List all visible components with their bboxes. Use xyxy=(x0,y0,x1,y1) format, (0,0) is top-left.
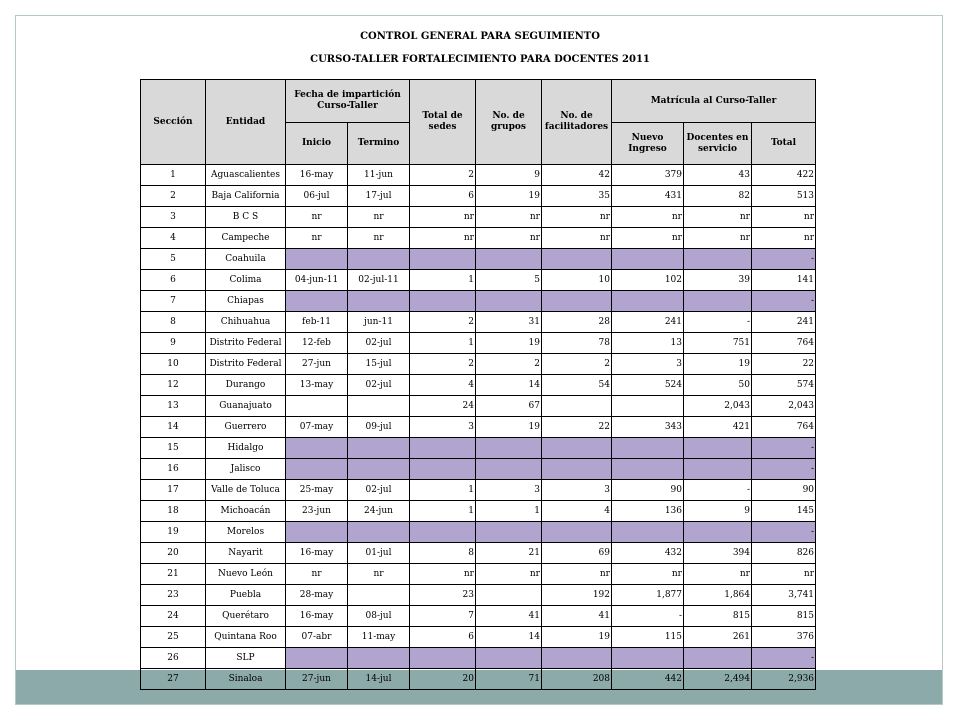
cell-entidad: Guanajuato xyxy=(206,396,286,417)
table-row xyxy=(141,249,816,270)
cell-seccion: 14 xyxy=(141,417,206,438)
cell-entidad: Michoacán xyxy=(206,501,286,522)
cell-facilitadores: nr xyxy=(542,207,612,228)
cell-grupos: 9 xyxy=(476,165,542,186)
cell-sedes: 2 xyxy=(410,165,476,186)
cell-sedes: 24 xyxy=(410,396,476,417)
cell-entidad: Valle de Toluca xyxy=(206,480,286,501)
cell-termino xyxy=(348,291,410,312)
cell-facilitadores: 69 xyxy=(542,543,612,564)
cell-sedes: 1 xyxy=(410,270,476,291)
cell-docentes: 751 xyxy=(684,333,752,354)
cell-docentes: nr xyxy=(684,207,752,228)
cell-facilitadores: 42 xyxy=(542,165,612,186)
header-nuevo: Nuevo Ingreso xyxy=(612,123,684,165)
cell-grupos: 71 xyxy=(476,669,542,690)
cell-termino xyxy=(348,585,410,606)
cell-entidad: Nuevo León xyxy=(206,564,286,585)
table-body xyxy=(141,165,816,690)
cell-termino: nr xyxy=(348,228,410,249)
cell-grupos xyxy=(476,249,542,270)
cell-seccion: 10 xyxy=(141,354,206,375)
cell-docentes: 9 xyxy=(684,501,752,522)
cell-seccion: 26 xyxy=(141,648,206,669)
cell-seccion: 9 xyxy=(141,333,206,354)
cell-inicio: 25-may xyxy=(286,480,348,501)
cell-seccion: 4 xyxy=(141,228,206,249)
cell-inicio: nr xyxy=(286,564,348,585)
cell-entidad: Querétaro xyxy=(206,606,286,627)
table-row xyxy=(141,396,816,417)
cell-sedes: nr xyxy=(410,228,476,249)
cell-nuevo: nr xyxy=(612,207,684,228)
cell-termino xyxy=(348,459,410,480)
cell-entidad: Jalisco xyxy=(206,459,286,480)
cell-termino xyxy=(348,522,410,543)
cell-termino: 02-jul xyxy=(348,375,410,396)
cell-inicio: 23-jun xyxy=(286,501,348,522)
cell-grupos xyxy=(476,648,542,669)
cell-termino xyxy=(348,249,410,270)
cell-grupos: 1 xyxy=(476,501,542,522)
cell-inicio: 28-may xyxy=(286,585,348,606)
cell-facilitadores: 78 xyxy=(542,333,612,354)
cell-docentes: 82 xyxy=(684,186,752,207)
cell-facilitadores xyxy=(542,249,612,270)
cell-inicio xyxy=(286,396,348,417)
cell-grupos: 31 xyxy=(476,312,542,333)
cell-entidad: Nayarit xyxy=(206,543,286,564)
cell-grupos: 19 xyxy=(476,333,542,354)
cell-seccion: 3 xyxy=(141,207,206,228)
cell-docentes xyxy=(684,249,752,270)
cell-grupos: nr xyxy=(476,564,542,585)
cell-termino xyxy=(348,396,410,417)
table-row xyxy=(141,564,816,585)
table-row xyxy=(141,480,816,501)
cell-seccion: 2 xyxy=(141,186,206,207)
header-entidad: Entidad xyxy=(206,80,286,165)
cell-grupos: 14 xyxy=(476,627,542,648)
cell-sedes: 1 xyxy=(410,333,476,354)
document-title: CONTROL GENERAL PARA SEGUIMIENTO xyxy=(360,31,600,42)
cell-nuevo: 442 xyxy=(612,669,684,690)
cell-inicio: 27-jun xyxy=(286,354,348,375)
cell-sedes xyxy=(410,522,476,543)
cell-seccion: 23 xyxy=(141,585,206,606)
cell-termino: 15-jul xyxy=(348,354,410,375)
cell-facilitadores: 22 xyxy=(542,417,612,438)
cell-entidad: Campeche xyxy=(206,228,286,249)
cell-sedes: 2 xyxy=(410,354,476,375)
cell-total: - xyxy=(752,522,816,543)
table-row xyxy=(141,627,816,648)
table-row xyxy=(141,375,816,396)
cell-total: 764 xyxy=(752,417,816,438)
cell-grupos: 21 xyxy=(476,543,542,564)
cell-nuevo: 102 xyxy=(612,270,684,291)
cell-inicio: nr xyxy=(286,207,348,228)
cell-entidad: Distrito Federal xyxy=(206,333,286,354)
cell-entidad: Chiapas xyxy=(206,291,286,312)
control-table xyxy=(140,79,816,690)
cell-nuevo: 90 xyxy=(612,480,684,501)
cell-nuevo: 115 xyxy=(612,627,684,648)
cell-seccion: 8 xyxy=(141,312,206,333)
cell-seccion: 7 xyxy=(141,291,206,312)
cell-entidad: Guerrero xyxy=(206,417,286,438)
cell-entidad: Puebla xyxy=(206,585,286,606)
cell-termino: 11-jun xyxy=(348,165,410,186)
cell-total: 3,741 xyxy=(752,585,816,606)
cell-grupos: 41 xyxy=(476,606,542,627)
cell-facilitadores: 208 xyxy=(542,669,612,690)
cell-nuevo xyxy=(612,291,684,312)
cell-entidad: Morelos xyxy=(206,522,286,543)
cell-sedes: 20 xyxy=(410,669,476,690)
cell-seccion: 13 xyxy=(141,396,206,417)
cell-inicio: 07-may xyxy=(286,417,348,438)
cell-termino: 24-jun xyxy=(348,501,410,522)
cell-docentes: nr xyxy=(684,228,752,249)
cell-grupos xyxy=(476,585,542,606)
cell-seccion: 5 xyxy=(141,249,206,270)
table-row xyxy=(141,648,816,669)
cell-seccion: 6 xyxy=(141,270,206,291)
table-row xyxy=(141,501,816,522)
cell-seccion: 18 xyxy=(141,501,206,522)
cell-seccion: 24 xyxy=(141,606,206,627)
cell-total: 145 xyxy=(752,501,816,522)
cell-entidad: B C S xyxy=(206,207,286,228)
cell-sedes: 23 xyxy=(410,585,476,606)
cell-inicio: 04-jun-11 xyxy=(286,270,348,291)
cell-facilitadores: nr xyxy=(542,564,612,585)
cell-docentes: - xyxy=(684,480,752,501)
cell-entidad: Colima xyxy=(206,270,286,291)
cell-total: 422 xyxy=(752,165,816,186)
cell-facilitadores xyxy=(542,648,612,669)
cell-grupos xyxy=(476,438,542,459)
cell-nuevo: 379 xyxy=(612,165,684,186)
cell-sedes: nr xyxy=(410,207,476,228)
cell-facilitadores: nr xyxy=(542,228,612,249)
cell-docentes: 1,864 xyxy=(684,585,752,606)
cell-nuevo xyxy=(612,396,684,417)
cell-grupos: 3 xyxy=(476,480,542,501)
header-inicio: Inicio xyxy=(286,123,348,165)
cell-entidad: Distrito Federal xyxy=(206,354,286,375)
cell-nuevo: 343 xyxy=(612,417,684,438)
cell-docentes: 421 xyxy=(684,417,752,438)
cell-grupos: 14 xyxy=(476,375,542,396)
cell-inicio xyxy=(286,249,348,270)
cell-nuevo xyxy=(612,522,684,543)
cell-termino xyxy=(348,648,410,669)
cell-docentes xyxy=(684,522,752,543)
cell-facilitadores: 19 xyxy=(542,627,612,648)
table-row xyxy=(141,585,816,606)
cell-inicio: 06-jul xyxy=(286,186,348,207)
cell-inicio xyxy=(286,648,348,669)
cell-termino: 02-jul-11 xyxy=(348,270,410,291)
table-row xyxy=(141,291,816,312)
cell-inicio: 16-may xyxy=(286,165,348,186)
cell-entidad: Durango xyxy=(206,375,286,396)
cell-nuevo xyxy=(612,648,684,669)
cell-sedes xyxy=(410,459,476,480)
cell-seccion: 20 xyxy=(141,543,206,564)
cell-total: 815 xyxy=(752,606,816,627)
cell-facilitadores: 28 xyxy=(542,312,612,333)
cell-total: - xyxy=(752,648,816,669)
cell-docentes: - xyxy=(684,312,752,333)
cell-docentes: 394 xyxy=(684,543,752,564)
cell-seccion: 15 xyxy=(141,438,206,459)
cell-termino: 08-jul xyxy=(348,606,410,627)
table-row xyxy=(141,270,816,291)
cell-termino: 02-jul xyxy=(348,333,410,354)
cell-sedes: 4 xyxy=(410,375,476,396)
cell-docentes: 2,043 xyxy=(684,396,752,417)
cell-sedes: 6 xyxy=(410,186,476,207)
cell-grupos: 19 xyxy=(476,417,542,438)
cell-grupos: 5 xyxy=(476,270,542,291)
cell-facilitadores: 192 xyxy=(542,585,612,606)
cell-termino: 11-may xyxy=(348,627,410,648)
header-docentes: Docentes en servicio xyxy=(684,123,752,165)
cell-total: 141 xyxy=(752,270,816,291)
cell-total: 241 xyxy=(752,312,816,333)
cell-docentes xyxy=(684,459,752,480)
cell-docentes: 815 xyxy=(684,606,752,627)
cell-grupos: nr xyxy=(476,228,542,249)
cell-inicio: nr xyxy=(286,228,348,249)
cell-seccion: 16 xyxy=(141,459,206,480)
cell-facilitadores: 3 xyxy=(542,480,612,501)
cell-inicio xyxy=(286,291,348,312)
cell-inicio xyxy=(286,522,348,543)
cell-sedes: 3 xyxy=(410,417,476,438)
cell-facilitadores: 2 xyxy=(542,354,612,375)
cell-total: 513 xyxy=(752,186,816,207)
cell-grupos: 19 xyxy=(476,186,542,207)
cell-facilitadores xyxy=(542,291,612,312)
cell-docentes: 43 xyxy=(684,165,752,186)
cell-docentes xyxy=(684,648,752,669)
cell-inicio: feb-11 xyxy=(286,312,348,333)
table-row xyxy=(141,228,816,249)
cell-grupos xyxy=(476,459,542,480)
header-total: Total xyxy=(752,123,816,165)
header-grupos: No. de grupos xyxy=(476,80,542,165)
cell-entidad: Coahuila xyxy=(206,249,286,270)
cell-entidad: Baja California xyxy=(206,186,286,207)
table-row xyxy=(141,543,816,564)
cell-termino xyxy=(348,438,410,459)
cell-nuevo: nr xyxy=(612,564,684,585)
cell-total: nr xyxy=(752,228,816,249)
cell-facilitadores xyxy=(542,522,612,543)
cell-sedes xyxy=(410,249,476,270)
cell-termino: nr xyxy=(348,564,410,585)
header-termino: Termino xyxy=(348,123,410,165)
cell-nuevo: - xyxy=(612,606,684,627)
cell-termino: 01-jul xyxy=(348,543,410,564)
cell-total: - xyxy=(752,459,816,480)
cell-facilitadores: 54 xyxy=(542,375,612,396)
table-row xyxy=(141,606,816,627)
cell-termino: 02-jul xyxy=(348,480,410,501)
cell-docentes xyxy=(684,438,752,459)
cell-docentes: 2,494 xyxy=(684,669,752,690)
cell-total: 90 xyxy=(752,480,816,501)
cell-docentes: nr xyxy=(684,564,752,585)
cell-sedes: 6 xyxy=(410,627,476,648)
cell-grupos xyxy=(476,522,542,543)
cell-docentes: 261 xyxy=(684,627,752,648)
cell-seccion: 19 xyxy=(141,522,206,543)
cell-inicio: 27-jun xyxy=(286,669,348,690)
cell-grupos xyxy=(476,291,542,312)
cell-entidad: Hidalgo xyxy=(206,438,286,459)
cell-sedes xyxy=(410,291,476,312)
cell-nuevo: 1,877 xyxy=(612,585,684,606)
cell-sedes: nr xyxy=(410,564,476,585)
cell-entidad: Chihuahua xyxy=(206,312,286,333)
cell-facilitadores xyxy=(542,396,612,417)
cell-total: nr xyxy=(752,207,816,228)
document-subtitle: CURSO-TALLER FORTALECIMIENTO PARA DOCENTES 2011 xyxy=(310,54,650,65)
cell-total: 22 xyxy=(752,354,816,375)
cell-seccion: 27 xyxy=(141,669,206,690)
cell-seccion: 21 xyxy=(141,564,206,585)
header-matricula: Matrícula al Curso-Taller xyxy=(612,80,816,123)
header-sedes: Total de sedes xyxy=(410,80,476,165)
cell-inicio: 12-feb xyxy=(286,333,348,354)
cell-termino: nr xyxy=(348,207,410,228)
cell-sedes xyxy=(410,438,476,459)
cell-docentes xyxy=(684,291,752,312)
table-row xyxy=(141,459,816,480)
cell-grupos: nr xyxy=(476,207,542,228)
cell-nuevo xyxy=(612,438,684,459)
header-fecha: Fecha de impartición Curso-Taller xyxy=(286,80,410,123)
cell-total: - xyxy=(752,249,816,270)
cell-docentes: 19 xyxy=(684,354,752,375)
cell-inicio: 13-may xyxy=(286,375,348,396)
cell-total: 2,043 xyxy=(752,396,816,417)
table-row xyxy=(141,312,816,333)
cell-grupos: 2 xyxy=(476,354,542,375)
cell-termino: 14-jul xyxy=(348,669,410,690)
cell-seccion: 1 xyxy=(141,165,206,186)
cell-nuevo: 13 xyxy=(612,333,684,354)
cell-seccion: 25 xyxy=(141,627,206,648)
cell-total: 2,936 xyxy=(752,669,816,690)
cell-inicio xyxy=(286,438,348,459)
cell-sedes: 8 xyxy=(410,543,476,564)
cell-docentes: 50 xyxy=(684,375,752,396)
cell-docentes: 39 xyxy=(684,270,752,291)
cell-nuevo: 136 xyxy=(612,501,684,522)
cell-facilitadores xyxy=(542,459,612,480)
cell-nuevo xyxy=(612,459,684,480)
table-row xyxy=(141,438,816,459)
cell-entidad: SLP xyxy=(206,648,286,669)
cell-facilitadores: 35 xyxy=(542,186,612,207)
table-row xyxy=(141,165,816,186)
cell-total: 376 xyxy=(752,627,816,648)
cell-sedes: 1 xyxy=(410,501,476,522)
cell-inicio: 16-may xyxy=(286,606,348,627)
cell-seccion: 12 xyxy=(141,375,206,396)
cell-total: 764 xyxy=(752,333,816,354)
cell-nuevo: 3 xyxy=(612,354,684,375)
cell-facilitadores xyxy=(542,438,612,459)
table-row xyxy=(141,186,816,207)
cell-sedes: 2 xyxy=(410,312,476,333)
cell-nuevo: 431 xyxy=(612,186,684,207)
cell-facilitadores: 41 xyxy=(542,606,612,627)
cell-total: - xyxy=(752,291,816,312)
cell-inicio: 07-abr xyxy=(286,627,348,648)
cell-total: - xyxy=(752,438,816,459)
cell-total: 574 xyxy=(752,375,816,396)
cell-inicio: 16-may xyxy=(286,543,348,564)
cell-nuevo: 432 xyxy=(612,543,684,564)
table-row xyxy=(141,207,816,228)
cell-nuevo xyxy=(612,249,684,270)
table-row xyxy=(141,417,816,438)
cell-total: nr xyxy=(752,564,816,585)
cell-nuevo: 524 xyxy=(612,375,684,396)
cell-facilitadores: 10 xyxy=(542,270,612,291)
cell-sedes: 1 xyxy=(410,480,476,501)
cell-nuevo: nr xyxy=(612,228,684,249)
cell-termino: 17-jul xyxy=(348,186,410,207)
cell-grupos: 67 xyxy=(476,396,542,417)
table-row xyxy=(141,522,816,543)
header-facilitadores: No. de facilitadores xyxy=(542,80,612,165)
header-seccion: Sección xyxy=(141,80,206,165)
cell-nuevo: 241 xyxy=(612,312,684,333)
cell-sedes: 7 xyxy=(410,606,476,627)
cell-inicio xyxy=(286,459,348,480)
cell-termino: jun-11 xyxy=(348,312,410,333)
cell-sedes xyxy=(410,648,476,669)
cell-entidad: Aguascalientes xyxy=(206,165,286,186)
table-row xyxy=(141,333,816,354)
cell-entidad: Quintana Roo xyxy=(206,627,286,648)
cell-termino: 09-jul xyxy=(348,417,410,438)
cell-total: 826 xyxy=(752,543,816,564)
table-row xyxy=(141,354,816,375)
cell-facilitadores: 4 xyxy=(542,501,612,522)
cell-seccion: 17 xyxy=(141,480,206,501)
table-row xyxy=(141,669,816,690)
cell-entidad: Sinaloa xyxy=(206,669,286,690)
